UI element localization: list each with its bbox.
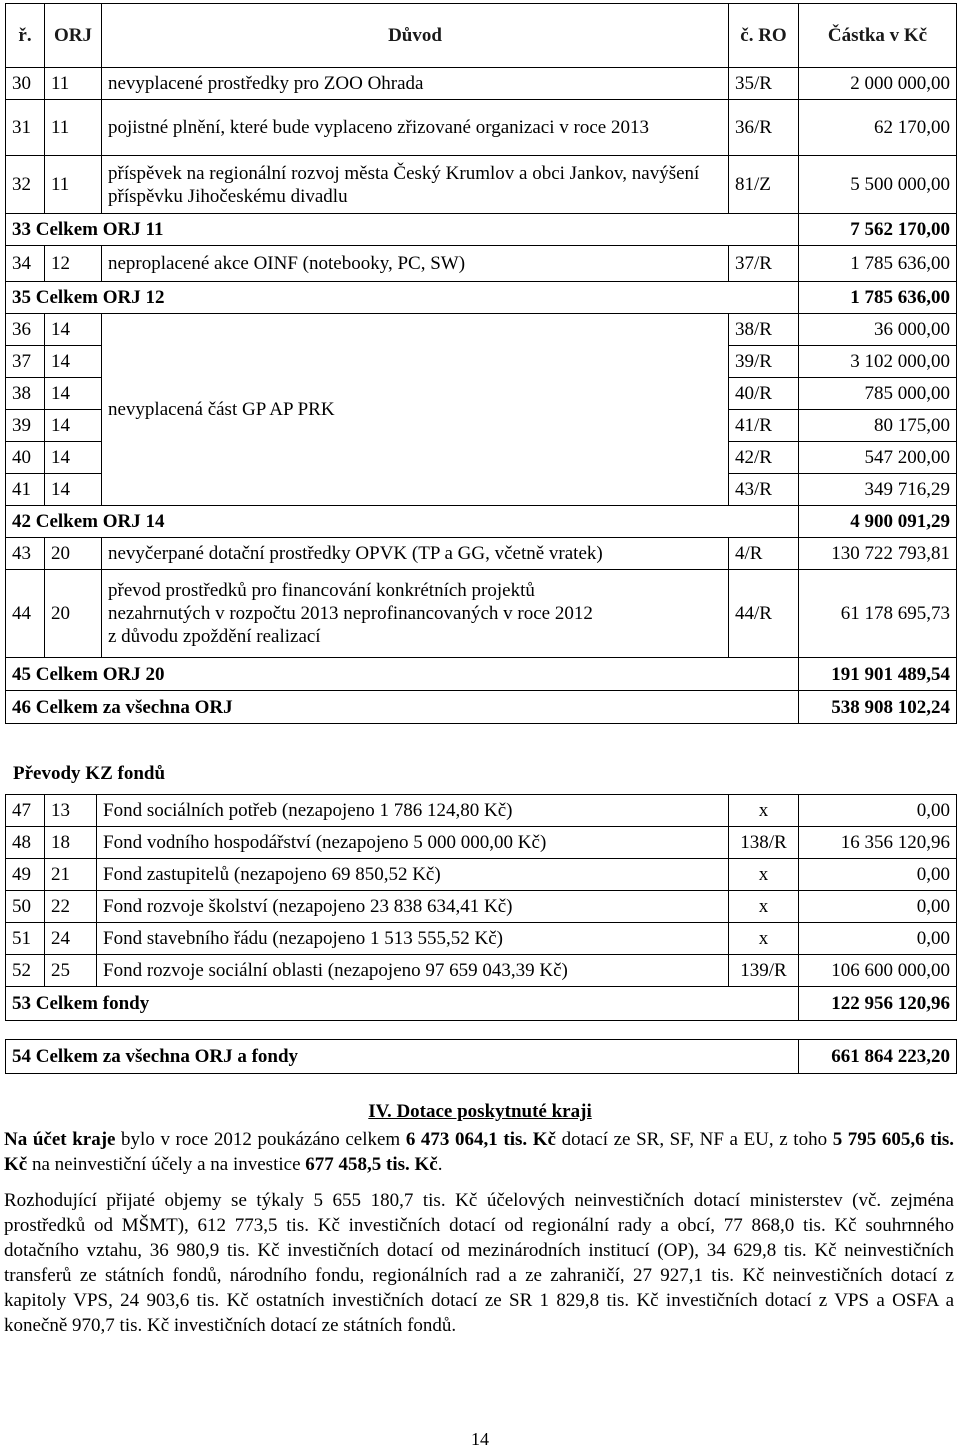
row-ro: 42/R: [729, 442, 799, 474]
row-orj: 14: [45, 442, 102, 474]
subtotal-castka: 1 785 636,00: [799, 282, 957, 314]
row-duvod: příspěvek na regionální rozvoj města Český Krumlov a obci Jankov, navýšení příspěvku Jihočeskému divadlu: [102, 156, 729, 214]
text: na neinvestiční účely a na investice: [27, 1154, 306, 1175]
row-number: 36: [6, 314, 45, 346]
row-orj: 14: [45, 410, 102, 442]
subtotal-castka: 191 901 489,54: [799, 658, 957, 691]
table-row: [6, 891, 957, 923]
row-castka: 1 785 636,00: [799, 246, 957, 282]
subtotal-label: 45 Celkem ORJ 20: [6, 658, 799, 691]
row-duvod: pojistné plnění, které bude vyplaceno zřizované organizaci v roce 2013: [102, 100, 729, 156]
section-iv-paragraph-1: [4, 1127, 954, 1177]
section-iv-paragraph-2: Rozhodující přijaté objemy se týkaly 5 655 180,7 tis. Kč účelových neinvestičních dotací ministerstev (vč. zejména prostředků od MŠMT), 612 773,5 tis. Kč investičních dotací od regionální rady a obcí, 77 868,0 tis. Kč souhrnného dotačního vztahu, 36 980,9 tis. Kč investičních dotací od mezinárodních institucí (OP), 34 629,8 tis. Kč neinvestičních transferů ze státních fondů, národního fondu, regionálních rad a ze zahraničí, 27 927,1 tis. Kč neinvestičních dotací z kapitoly VPS, 24 903,6 tis. Kč ostatních investičních dotací ze SR 1 829,8 tis. Kč investičních dotací z VPS a OSFA a konečně 970,7 tis. Kč investičních dotací ze státních fondů.: [4, 1190, 954, 1336]
row-number: 49: [6, 859, 45, 891]
table-row: [6, 314, 957, 346]
text-bold: 677 458,5 tis. Kč: [305, 1154, 438, 1175]
row-orj: 25: [45, 955, 97, 987]
row-number: 38: [6, 378, 45, 410]
row-orj: 14: [45, 314, 102, 346]
total-label: 46 Celkem za všechna ORJ: [6, 691, 799, 724]
row-orj: 22: [45, 891, 97, 923]
table-row: [6, 570, 957, 658]
subtotal-label: 53 Celkem fondy: [6, 987, 799, 1021]
row-number: 50: [6, 891, 45, 923]
row-castka: 106 600 000,00: [799, 955, 957, 987]
table-row: [6, 923, 957, 955]
row-duvod: nevyplacené prostředky pro ZOO Ohrada: [102, 68, 729, 100]
row-orj: 12: [45, 246, 102, 282]
header-ro: č. RO: [729, 4, 799, 68]
table-row: [6, 100, 957, 156]
row-ro: x: [729, 923, 799, 955]
row-castka: 5 500 000,00: [799, 156, 957, 214]
grand-total-castka: 661 864 223,20: [799, 1040, 957, 1074]
row-ro: x: [729, 795, 799, 827]
table-row: [6, 538, 957, 570]
header-castka: Částka v Kč: [799, 4, 957, 68]
section-iv-title: IV. Dotace poskytnuté kraji: [368, 1101, 592, 1122]
row-castka: 0,00: [799, 923, 957, 955]
row-ro: 4/R: [729, 538, 799, 570]
row-orj: 14: [45, 378, 102, 410]
subtotal-row: [6, 282, 957, 314]
table-row: [6, 827, 957, 859]
row-castka: 547 200,00: [799, 442, 957, 474]
row-number: 52: [6, 955, 45, 987]
total-castka: 538 908 102,24: [799, 691, 957, 724]
grand-total-label: 54 Celkem za všechna ORJ a fondy: [6, 1040, 799, 1074]
row-ro: 39/R: [729, 346, 799, 378]
row-ro: 36/R: [729, 100, 799, 156]
row-duvod: Fond vodního hospodářství (nezapojeno 5 000 000,00 Kč): [97, 827, 729, 859]
row-ro: 44/R: [729, 570, 799, 658]
row-castka: 62 170,00: [799, 100, 957, 156]
row-castka: 0,00: [799, 891, 957, 923]
row-duvod: Fond zastupitelů (nezapojeno 69 850,52 Kč): [97, 859, 729, 891]
row-duvod: Fond rozvoje sociální oblasti (nezapojeno 97 659 043,39 Kč): [97, 955, 729, 987]
row-number: 41: [6, 474, 45, 506]
table-row: [6, 859, 957, 891]
row-duvod: [102, 570, 729, 658]
subtotal-label: 35 Celkem ORJ 12: [6, 282, 799, 314]
row-duvod: Fond rozvoje školství (nezapojeno 23 838 634,41 Kč): [97, 891, 729, 923]
row-number: 51: [6, 923, 45, 955]
row-castka: 349 716,29: [799, 474, 957, 506]
text-bold: 5 795 605,6 tis. Kč: [4, 1129, 955, 1175]
subtotal-row: [6, 987, 957, 1021]
row-duvod: Fond stavebního řádu (nezapojeno 1 513 555,52 Kč): [97, 923, 729, 955]
row-castka: 0,00: [799, 859, 957, 891]
subtotal-castka: 7 562 170,00: [799, 214, 957, 246]
row-ro: 40/R: [729, 378, 799, 410]
row-castka: 16 356 120,96: [799, 827, 957, 859]
row-duvod: neproplacené akce OINF (notebooky, PC, SW): [102, 246, 729, 282]
table-row: [6, 795, 957, 827]
merged-duvod: nevyplacená část GP AP PRK: [102, 314, 729, 506]
header-row-number: ř.: [6, 4, 45, 68]
row-orj: 20: [45, 570, 102, 658]
row-orj: 18: [45, 827, 97, 859]
text: bylo v roce 2012 poukázáno celkem: [115, 1129, 406, 1150]
row-ro: 41/R: [729, 410, 799, 442]
row-ro: 139/R: [729, 955, 799, 987]
row-castka: 2 000 000,00: [799, 68, 957, 100]
row-castka: 36 000,00: [799, 314, 957, 346]
row-number: 44: [6, 570, 45, 658]
text: dotací ze SR, SF, NF a EU, z toho: [555, 1129, 833, 1150]
row-castka: 0,00: [799, 795, 957, 827]
row-ro: x: [729, 891, 799, 923]
row-ro: 37/R: [729, 246, 799, 282]
table-row: [6, 955, 957, 987]
row-number: 47: [6, 795, 45, 827]
header-orj: ORJ: [45, 4, 102, 68]
table-row: [6, 246, 957, 282]
row-number: 43: [6, 538, 45, 570]
row-number: 39: [6, 410, 45, 442]
row-number: 31: [6, 100, 45, 156]
row-ro: 35/R: [729, 68, 799, 100]
row-orj: 11: [45, 100, 102, 156]
fondy-table: [5, 794, 957, 1021]
row-castka: 785 000,00: [799, 378, 957, 410]
header-duvod: Důvod: [102, 4, 729, 68]
row-duvod: Fond sociálních potřeb (nezapojeno 1 786 124,80 Kč): [97, 795, 729, 827]
row-orj: 20: [45, 538, 102, 570]
subtotal-castka: 122 956 120,96: [799, 987, 957, 1021]
row-orj: 14: [45, 346, 102, 378]
page-number: 14: [471, 1429, 489, 1449]
table-row: [6, 156, 957, 214]
row-number: 37: [6, 346, 45, 378]
row-orj: 11: [45, 68, 102, 100]
duvod-line: převod prostředků pro financování konkrétních projektů: [108, 580, 535, 601]
duvod-line: z důvodu zpoždění realizací: [108, 626, 321, 647]
row-ro: x: [729, 859, 799, 891]
row-castka: 3 102 000,00: [799, 346, 957, 378]
row-ro: 38/R: [729, 314, 799, 346]
row-ro: 43/R: [729, 474, 799, 506]
row-number: 40: [6, 442, 45, 474]
duvod-line: nezahrnutých v rozpočtu 2013 neprofinancovaných v roce 2012: [108, 603, 593, 624]
row-duvod: nevyčerpané dotační prostředky OPVK (TP a GG, včetně vratek): [102, 538, 729, 570]
subtotal-label: 42 Celkem ORJ 14: [6, 506, 799, 538]
grand-total-table: [5, 1039, 957, 1074]
row-castka: 61 178 695,73: [799, 570, 957, 658]
fondy-title: Převody KZ fondů: [13, 763, 166, 784]
row-orj: 14: [45, 474, 102, 506]
row-number: 34: [6, 246, 45, 282]
text-bold: 6 473 064,1 tis. Kč: [405, 1129, 556, 1150]
grand-total-row: [6, 1040, 957, 1074]
table-row: [6, 68, 957, 100]
row-ro: 138/R: [729, 827, 799, 859]
subtotal-row: [6, 506, 957, 538]
text: .: [437, 1154, 443, 1175]
row-castka: 80 175,00: [799, 410, 957, 442]
subtotal-label: 33 Celkem ORJ 11: [6, 214, 799, 246]
row-number: 48: [6, 827, 45, 859]
row-number: 32: [6, 156, 45, 214]
main-table: [5, 3, 957, 724]
row-orj: 11: [45, 156, 102, 214]
subtotal-castka: 4 900 091,29: [799, 506, 957, 538]
row-orj: 13: [45, 795, 97, 827]
row-ro: 81/Z: [729, 156, 799, 214]
row-orj: 24: [45, 923, 97, 955]
subtotal-row: [6, 214, 957, 246]
total-row: [6, 691, 957, 724]
row-orj: 21: [45, 859, 97, 891]
row-number: 30: [6, 68, 45, 100]
subtotal-row: [6, 658, 957, 691]
table-header: [6, 4, 957, 68]
text-bold: Na účet kraje: [4, 1129, 116, 1150]
row-castka: 130 722 793,81: [799, 538, 957, 570]
